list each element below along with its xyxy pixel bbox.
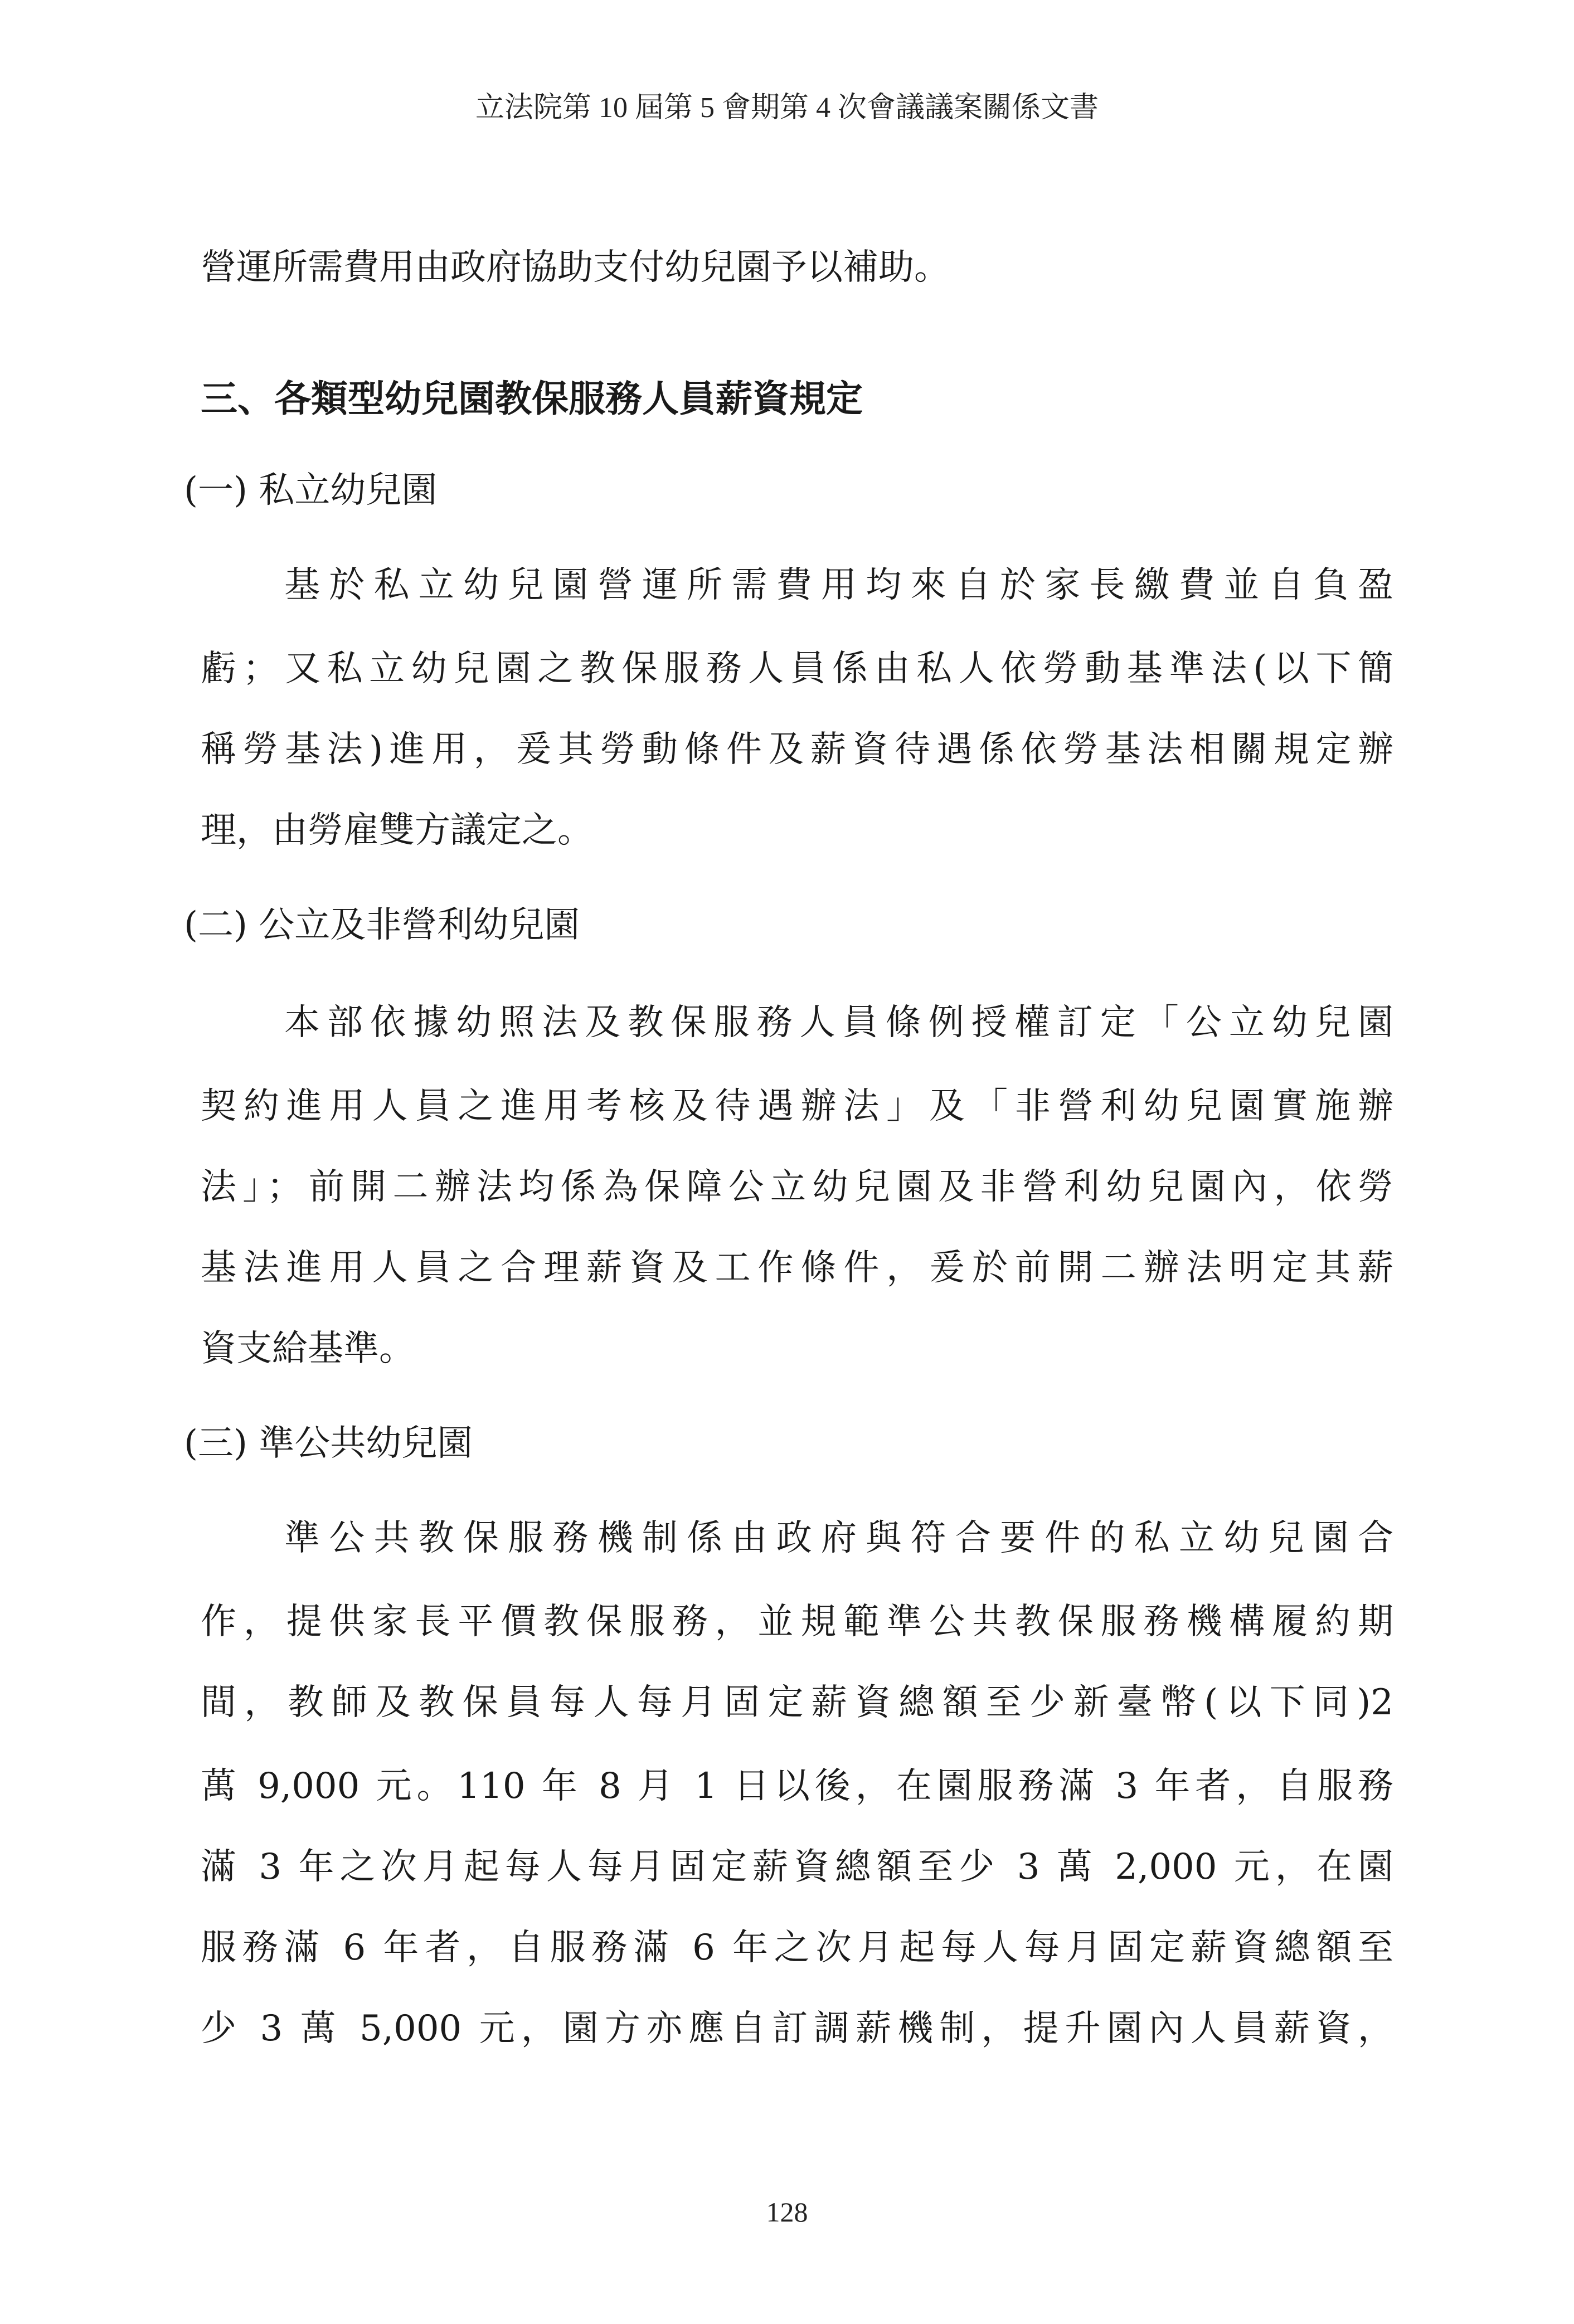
body-paragraph-line: 少 3 萬 5,000 元，園方亦應自訂調薪機制，提升園內人員薪資，: [201, 2008, 1393, 2049]
document-header: 立法院第 10 屆第 5 會期第 4 次會議議案關係文書: [475, 92, 1099, 124]
page-number: 128: [766, 2196, 808, 2228]
body-paragraph-line: 基法進用人員之合理薪資及工作條件，爰於前開二辦法明定其薪: [201, 1247, 1393, 1289]
body-paragraph-line: 基於私立幼兒園營運所需費用均來自於家長繳費並自負盈: [284, 565, 1393, 606]
subsection-title-private: (一) 私立幼兒園: [184, 470, 438, 511]
body-paragraph-line: 滿 3 年之次月起每人每月固定薪資總額至少 3 萬 2,000 元，在園: [201, 1846, 1393, 1888]
body-paragraph-line: 本部依據幼照法及教保服務人員條例授權訂定「公立幼兒園: [284, 1002, 1393, 1043]
body-paragraph-line: 契約進用人員之進用考核及待遇辦法」及「非營利幼兒園實施辦: [201, 1086, 1393, 1127]
body-paragraph-line: 作，提供家長平價教保服務，並規範準公共教保服務機構履約期: [201, 1601, 1393, 1642]
body-paragraph-line: 萬 9,000 元。110 年 8 月 1 日以後，在園服務滿 3 年者，自服務: [201, 1766, 1393, 1807]
section-heading: 三、各類型幼兒園教保服務人員薪資規定: [201, 377, 863, 420]
body-paragraph-line: 虧；又私立幼兒園之教保服務人員係由私人依勞動基準法(以下簡: [201, 648, 1393, 689]
body-paragraph-line: 間，教師及教保員每人每月固定薪資總額至少新臺幣(以下同)2: [201, 1682, 1393, 1723]
body-paragraph-line: 服務滿 6 年者，自服務滿 6 年之次月起每人每月固定薪資總額至: [201, 1927, 1393, 1968]
body-paragraph-line: 營運所需費用由政府協助支付幼兒園予以補助。: [201, 247, 950, 288]
body-paragraph-line: 資支給基準。: [201, 1328, 415, 1369]
subsection-title-public: (二) 公立及非營利幼兒園: [184, 905, 580, 946]
body-paragraph-line: 稱勞基法)進用，爰其勞動條件及薪資待遇係依勞基法相關規定辦: [201, 729, 1393, 770]
subsection-title-quasi-public: (三) 準公共幼兒園: [184, 1423, 473, 1464]
body-paragraph-line: 法」；前開二辦法均係為保障公立幼兒園及非營利幼兒園內，依勞: [201, 1166, 1393, 1208]
body-paragraph-line: 準公共教保服務機制係由政府與符合要件的私立幼兒園合: [284, 1518, 1393, 1559]
body-paragraph-line: 理，由勞雇雙方議定之。: [201, 810, 593, 851]
